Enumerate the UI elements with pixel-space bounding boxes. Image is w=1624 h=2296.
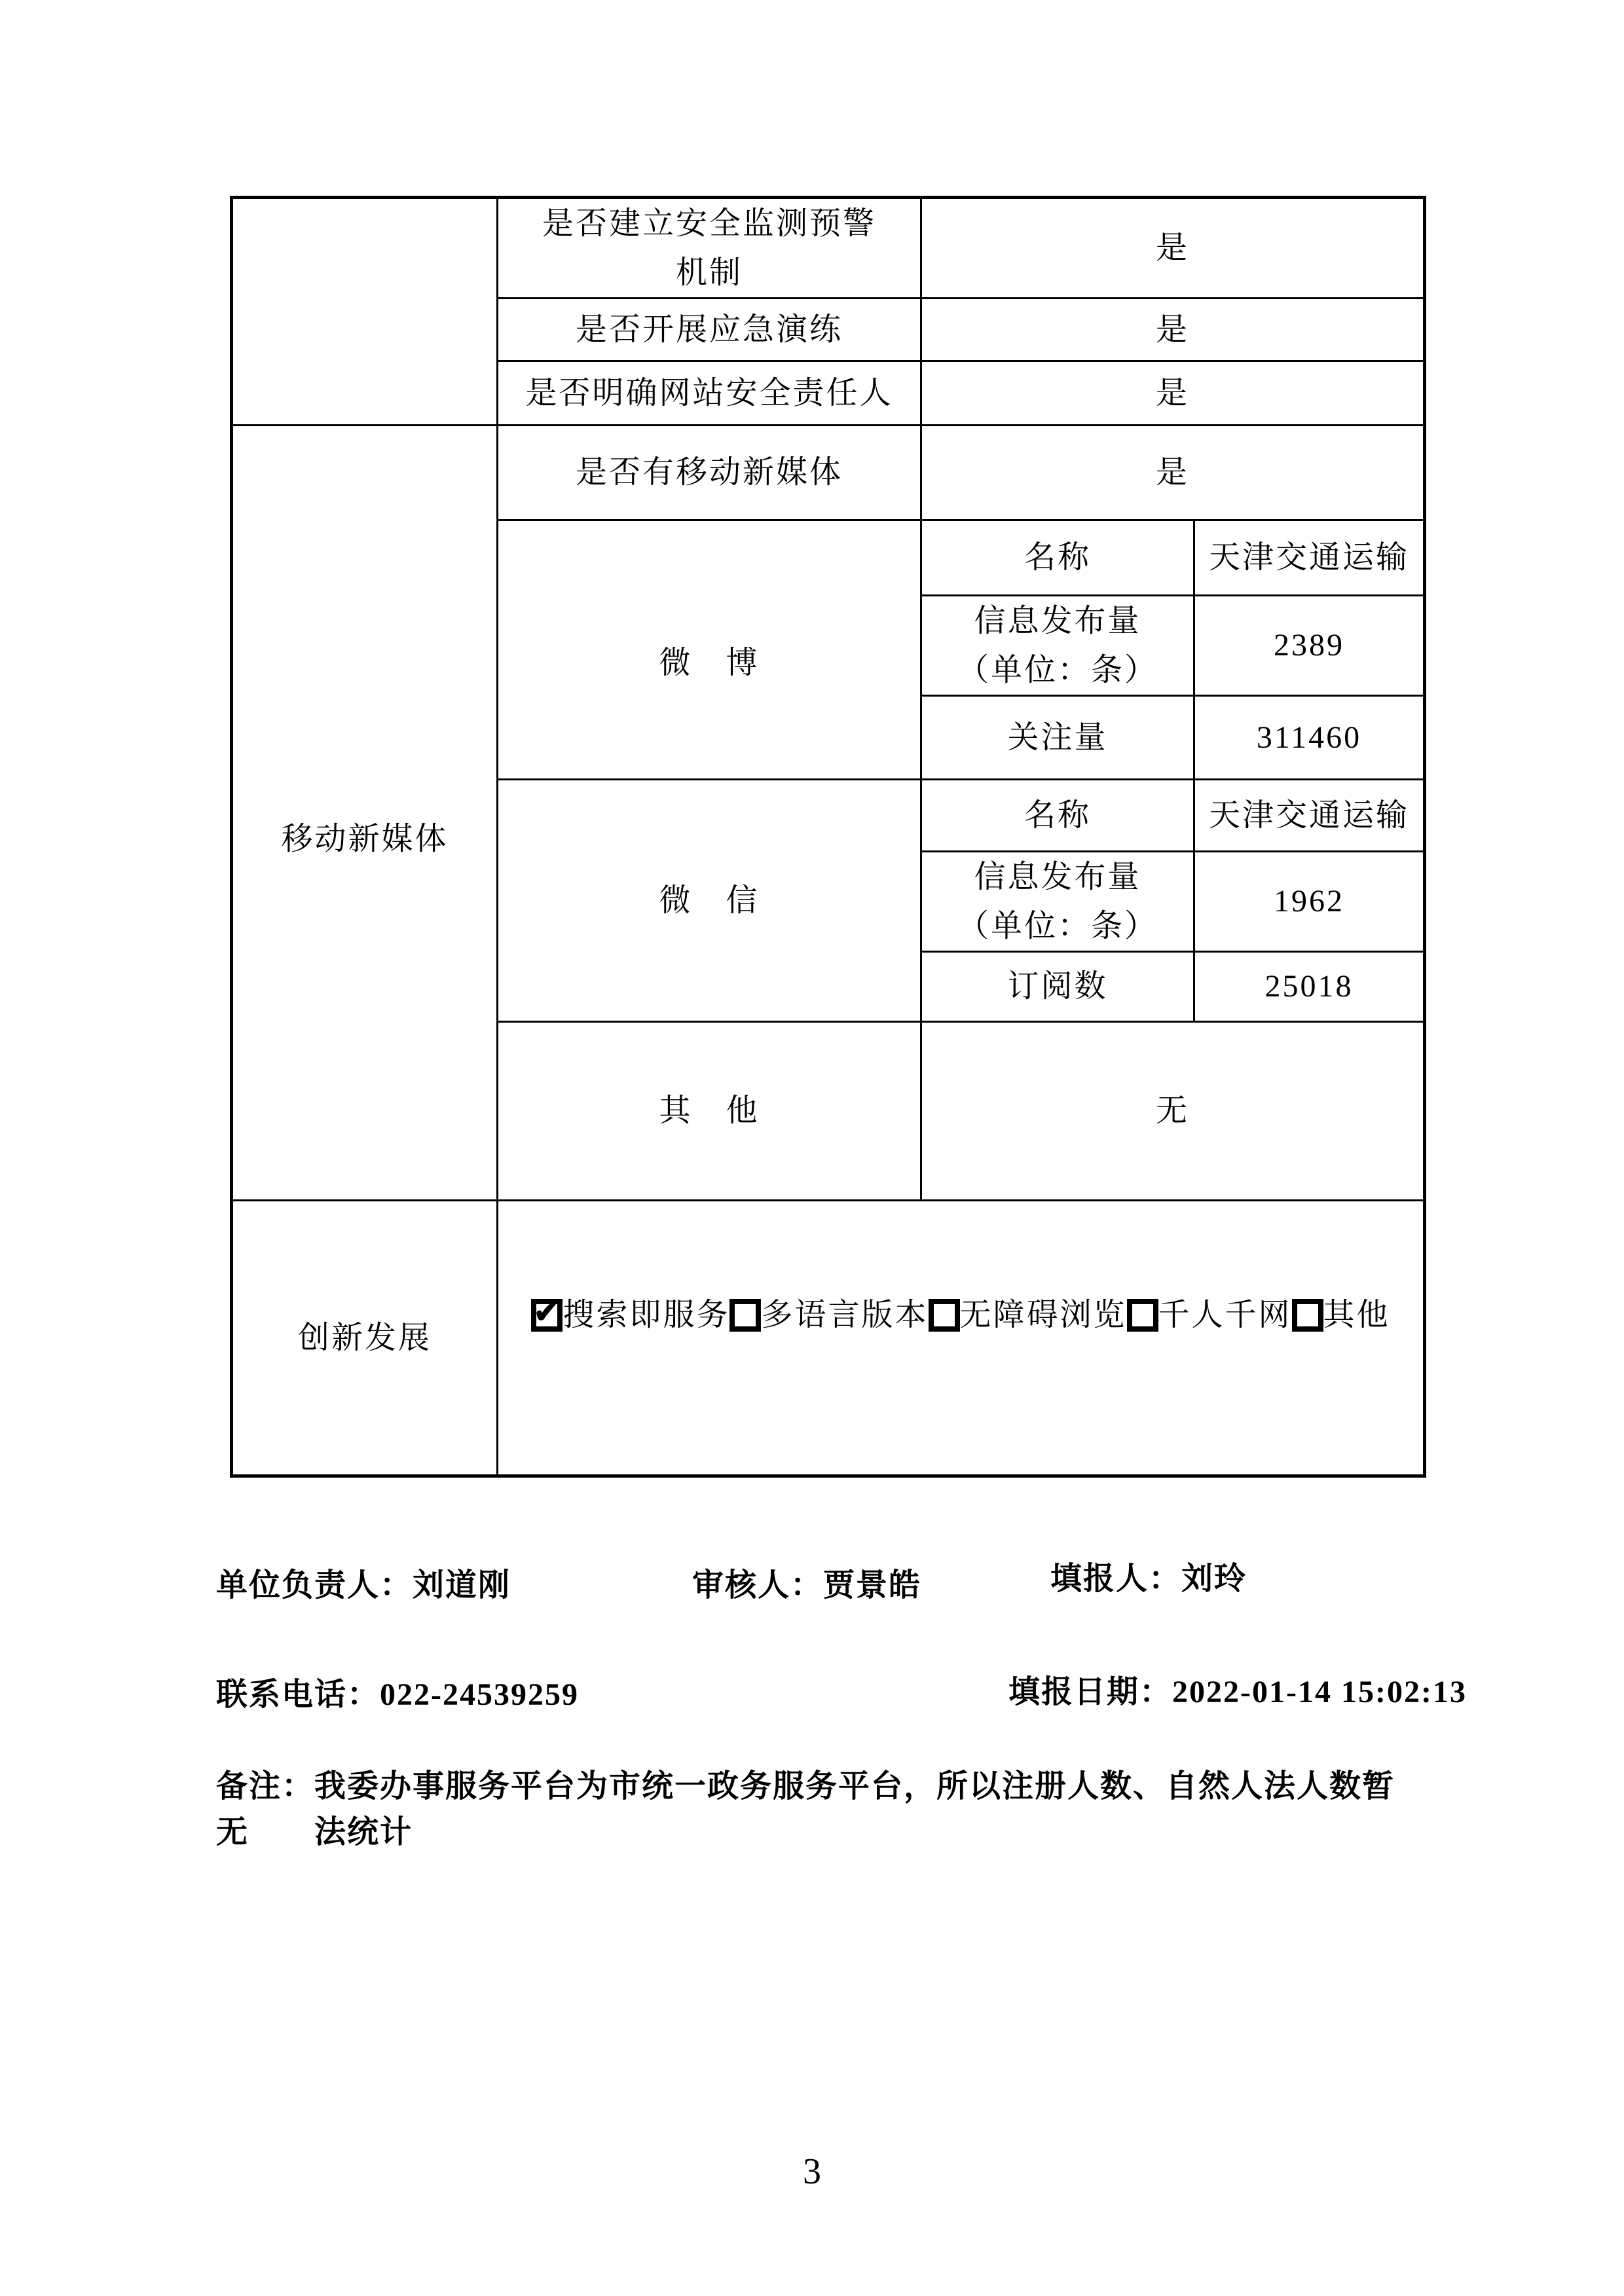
reviewer: 审核人：贾景皓 [692,1568,922,1603]
pub-label-line1: 信息发布量 [974,860,1141,894]
question-cell-security-monitoring [498,198,921,299]
question-cell-emergency-drill: 是否开展应急演练 [498,299,921,361]
wechat-pub-value-cell: 1962 [1194,852,1425,952]
wechat-name-value-cell: 天津交通运输 [1194,780,1425,852]
wechat-subs-value-cell: 25018 [1194,952,1425,1022]
wechat-pub-label-cell [921,852,1194,952]
filing-date: 填报日期：2022-01-14 15:02:13 [1008,1675,1467,1709]
checkbox-icon-accessibility[interactable] [929,1299,960,1332]
report-table [230,196,1426,1478]
question-line1: 是否建立安全监测预警 [542,206,876,241]
checkbox-label: 其他 [1323,1297,1390,1332]
wechat-subs-label-cell: 订阅数 [921,952,1194,1022]
answer-cell: 是 [921,299,1425,361]
pub-label-line2: （单位：条） [957,909,1158,943]
question-cell-security-officer: 是否明确网站安全责任人 [498,361,921,426]
question-cell-has-mobile-media: 是否有移动新媒体 [498,426,921,520]
contact-phone: 联系电话：022-24539259 [216,1677,579,1712]
unit-responsible-person: 单位负责人：刘道刚 [216,1568,511,1603]
section-label-mobile-media: 移动新媒体 [232,426,498,1201]
table-row [232,1201,1425,1476]
answer-cell: 是 [921,198,1425,299]
note-line1: 备注：我委办事服务平台为市统一政务服务平台，所以注册人数、自然人法人数暂 [216,1769,1395,1804]
innovation-options-cell [498,1201,1425,1476]
pub-label-line2: （单位：条） [957,653,1158,687]
question-line2: 机制 [675,255,743,290]
weibo-name-label-cell: 名称 [921,520,1194,596]
weibo-label-cell: 微 博 [498,520,921,780]
answer-cell: 是 [921,361,1425,426]
section-label-empty [232,198,498,426]
section-label-innovation: 创新发展 [232,1201,498,1476]
innovation-checkbox-row [498,1292,1423,1384]
wechat-label-cell: 微 信 [498,780,921,1022]
weibo-followers-label-cell: 关注量 [921,696,1194,780]
other-media-value-cell: 无 [921,1022,1425,1201]
checkbox-label: 无障碍浏览 [959,1297,1127,1332]
checkbox-icon-personalized-web[interactable] [1127,1299,1158,1332]
page-number: 3 [803,2151,821,2192]
wechat-name-label-cell: 名称 [921,780,1194,852]
weibo-followers-value-cell: 311460 [1194,696,1425,780]
other-media-label-cell: 其 他 [498,1022,921,1201]
answer-cell: 是 [921,426,1425,520]
weibo-pub-value-cell: 2389 [1194,596,1425,696]
note-line2: 无 法统计 [216,1815,413,1850]
pub-label-line1: 信息发布量 [974,604,1141,638]
table-row [232,426,1425,520]
checkbox-icon-search-as-service[interactable] [531,1299,563,1332]
weibo-name-value-cell: 天津交通运输 [1194,520,1425,596]
form-filler: 填报人：刘玲 [1050,1561,1247,1596]
checkbox-label: 搜索即服务 [563,1297,730,1332]
checkbox-label: 多语言版本 [761,1297,929,1332]
checkbox-icon-multilingual[interactable] [729,1299,761,1332]
checkbox-label: 千人千网 [1158,1297,1292,1332]
weibo-pub-label-cell [921,596,1194,696]
checkbox-icon-other[interactable] [1292,1299,1323,1332]
table-row [232,198,1425,299]
